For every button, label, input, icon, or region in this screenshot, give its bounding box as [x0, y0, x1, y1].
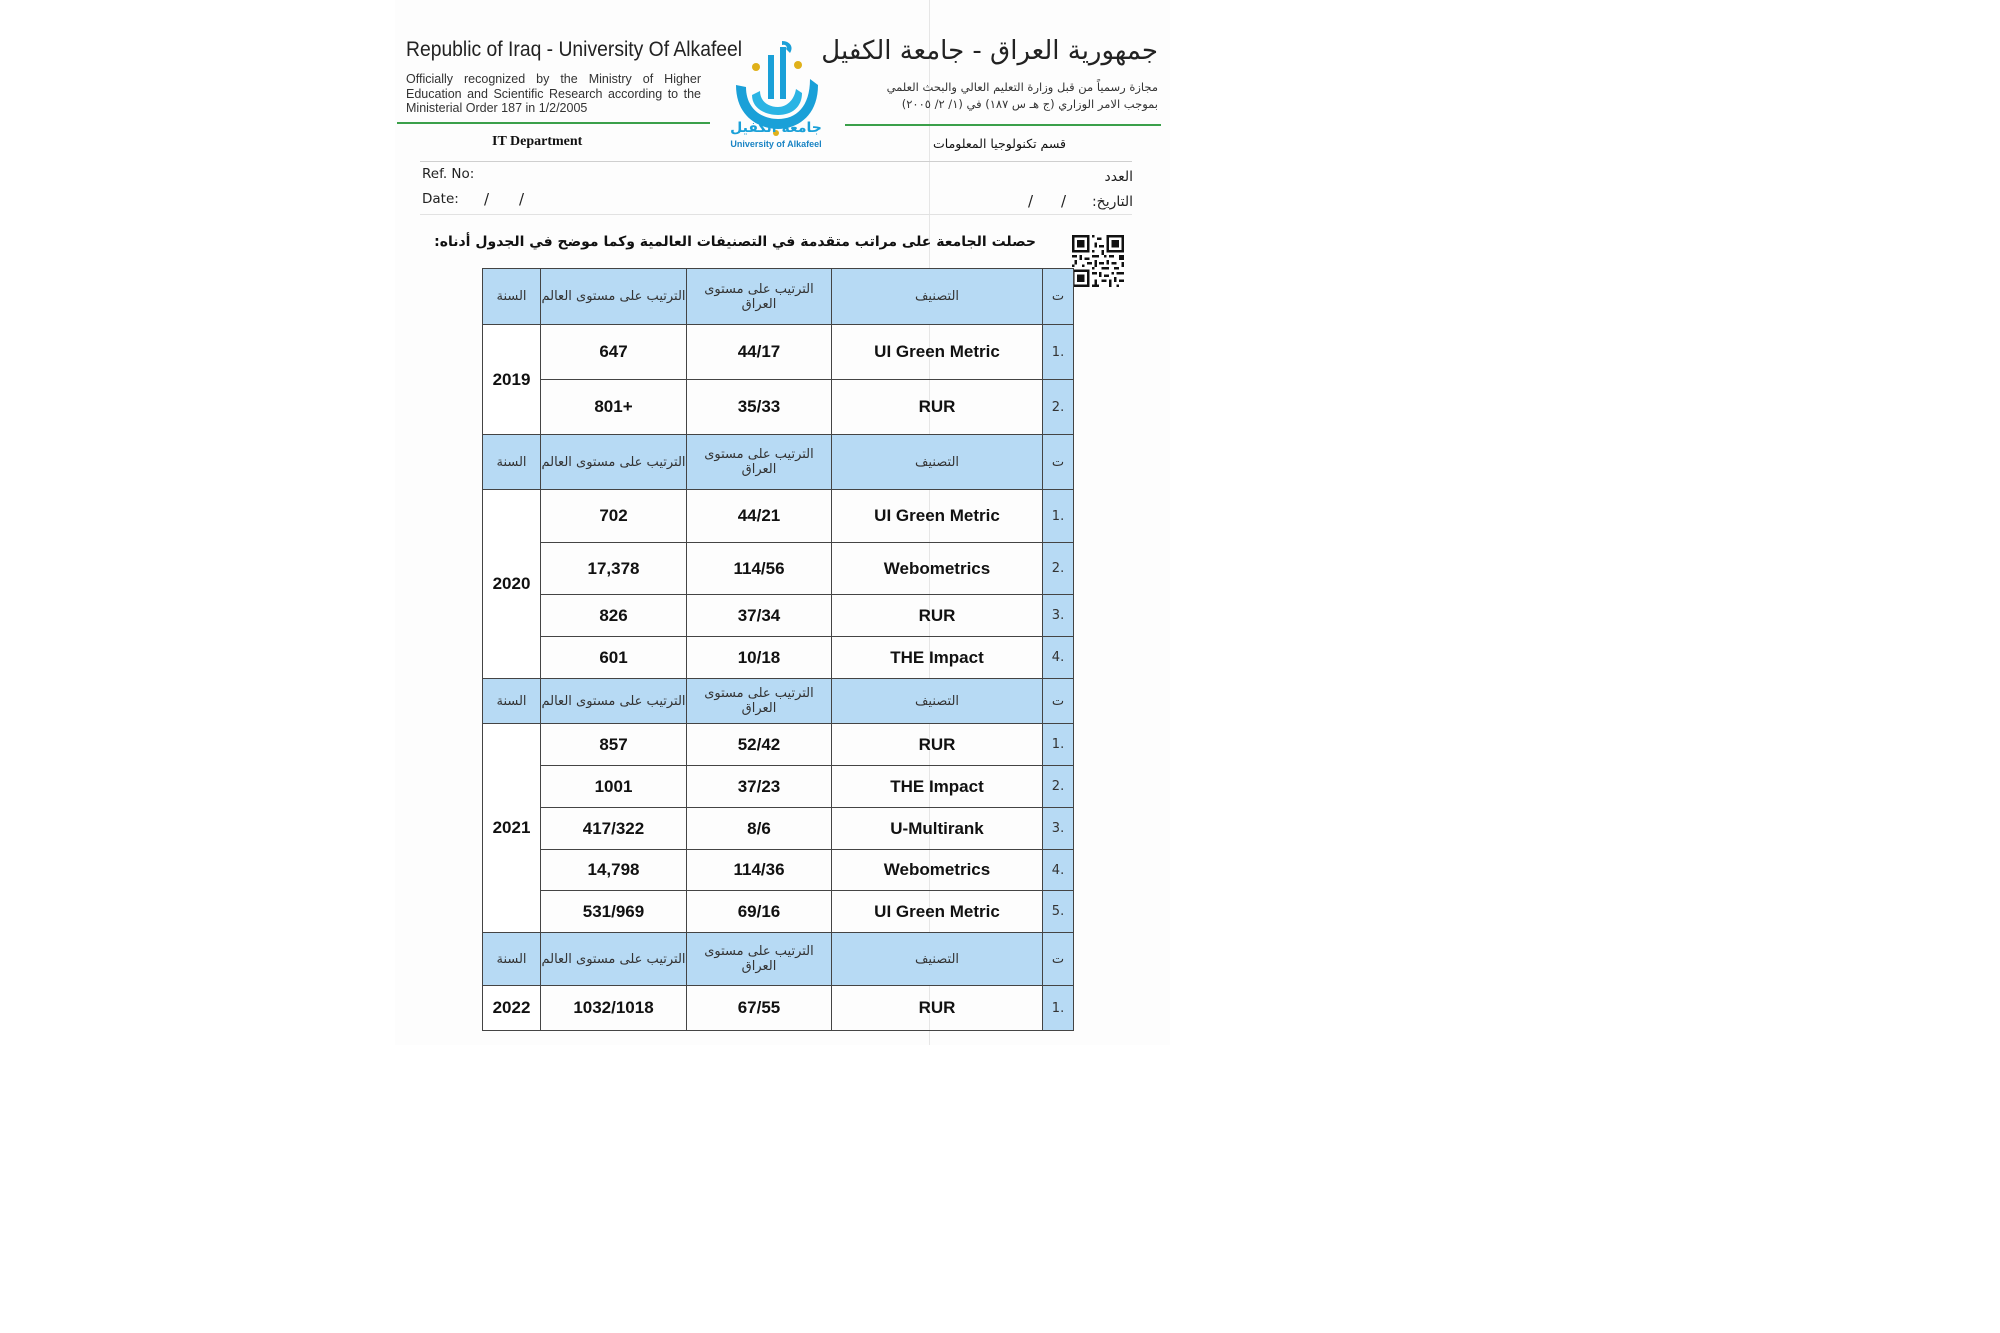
ranking-name: Webometrics [832, 543, 1043, 595]
table-header-row [483, 435, 1074, 490]
header-iraq-rank: الترتيب على مستوى العراق [687, 679, 832, 724]
table-row [483, 325, 1074, 380]
date-slash: / [484, 190, 490, 208]
iraq-rank: 52/42 [687, 724, 832, 766]
header-num: ت [1043, 269, 1074, 325]
arabic-recognition-line-1: مجازة رسمياً من قبل وزارة التعليم العالي والبحث العلمي [886, 80, 1158, 94]
world-rank: +801 [541, 380, 687, 435]
date-slash: / [1028, 192, 1034, 210]
table-row [483, 891, 1074, 933]
header-ranking: التصنيف [832, 679, 1043, 724]
letterhead-arabic-recognition [846, 79, 1158, 113]
ranking-name: U-Multirank [832, 808, 1043, 850]
header-iraq-rank: الترتيب على مستوى العراق [687, 435, 832, 490]
world-rank: 702 [541, 490, 687, 543]
header-year: السنة [483, 269, 541, 325]
iraq-rank: 44/21 [687, 490, 832, 543]
header-ranking: التصنيف [832, 933, 1043, 986]
qr-code-icon [1071, 235, 1125, 287]
world-rank: 601 [541, 637, 687, 679]
table-row [483, 637, 1074, 679]
ranking-name: RUR [832, 724, 1043, 766]
world-rank: 857 [541, 724, 687, 766]
department-english: IT Department [492, 134, 583, 149]
letterhead-rule-left [397, 122, 710, 124]
iraq-rank: 44/17 [687, 325, 832, 380]
iraq-rank: 67/55 [687, 986, 832, 1031]
table-header-row [483, 933, 1074, 986]
ranking-name: UI Green Metric [832, 325, 1043, 380]
logo-english-name: University of Alkafeel [730, 139, 822, 149]
table-row [483, 766, 1074, 808]
row-number: .2 [1043, 380, 1074, 435]
intro-paragraph: حصلت الجامعة على مراتب متقدمة في التصنيفات العالمية وكما موضح في الجدول أدناه: [434, 234, 1036, 250]
table-row [483, 543, 1074, 595]
world-rank: 14,798 [541, 850, 687, 891]
iraq-rank: 35/33 [687, 380, 832, 435]
table-row [483, 490, 1074, 543]
ranking-name: RUR [832, 380, 1043, 435]
iraq-rank: 37/34 [687, 595, 832, 637]
ranking-name: UI Green Metric [832, 490, 1043, 543]
year-cell: 2019 [483, 325, 541, 435]
header-world-rank: الترتيب على مستوى العالم [541, 269, 687, 325]
ranking-name: RUR [832, 595, 1043, 637]
year-cell: 2021 [483, 724, 541, 933]
year-cell: 2022 [483, 986, 541, 1031]
header-world-rank: الترتيب على مستوى العالم [541, 933, 687, 986]
header-divider [420, 161, 1132, 162]
header-world-rank: الترتيب على مستوى العالم [541, 679, 687, 724]
date-label-arabic: التاريخ: [1091, 194, 1133, 210]
world-rank: 826 [541, 595, 687, 637]
ranking-name: THE Impact [832, 637, 1043, 679]
table-row [483, 850, 1074, 891]
logo-arabic-name: جامعة الكفيل [730, 120, 822, 136]
row-number: .2 [1043, 766, 1074, 808]
date-label: Date: [422, 191, 459, 207]
department-arabic: قسم تكنولوجيا المعلومات [933, 136, 1066, 151]
table-row [483, 595, 1074, 637]
year-cell: 2020 [483, 490, 541, 679]
header-num: ت [1043, 679, 1074, 724]
row-number: .2 [1043, 543, 1074, 595]
row-number: .1 [1043, 490, 1074, 543]
letterhead-rule-right [845, 124, 1161, 126]
table-header-row [483, 269, 1074, 325]
date-slash: / [519, 190, 525, 208]
letterhead-arabic-title: جمهورية العراق - جامعة الكفيل [821, 36, 1158, 66]
iraq-rank: 114/36 [687, 850, 832, 891]
world-rank: 1032/1018 [541, 986, 687, 1031]
iraq-rank: 10/18 [687, 637, 832, 679]
iraq-rank: 69/16 [687, 891, 832, 933]
iraq-rank: 114/56 [687, 543, 832, 595]
table-row [483, 986, 1074, 1031]
header-year: السنة [483, 435, 541, 490]
world-rank: 17,378 [541, 543, 687, 595]
fields-divider [420, 214, 1132, 215]
header-num: ت [1043, 435, 1074, 490]
row-number: .3 [1043, 595, 1074, 637]
letterhead-english-recognition: Officially recognized by the Ministry of Higher Education and Scientific Research according to the Ministerial Order 187 in 1/2/2005 [406, 72, 701, 115]
rankings-table [482, 268, 1074, 1031]
iraq-rank: 8/6 [687, 808, 832, 850]
table-row [483, 808, 1074, 850]
row-number: .3 [1043, 808, 1074, 850]
arabic-recognition-line-2: بموجب الامر الوزاري (ج هـ س ١٨٧) في (١/ ٢/ ٢٠٠٥) [901, 97, 1158, 111]
ranking-name: Webometrics [832, 850, 1043, 891]
header-num: ت [1043, 933, 1074, 986]
row-number: .1 [1043, 724, 1074, 766]
row-number: .4 [1043, 637, 1074, 679]
row-number: .1 [1043, 325, 1074, 380]
table-row [483, 380, 1074, 435]
ref-no-label: Ref. No: [422, 166, 475, 182]
header-ranking: التصنيف [832, 269, 1043, 325]
date-slash: / [1061, 192, 1067, 210]
ranking-name: THE Impact [832, 766, 1043, 808]
ranking-name: RUR [832, 986, 1043, 1031]
table-header-row [483, 679, 1074, 724]
table-row [483, 724, 1074, 766]
world-rank: 531/969 [541, 891, 687, 933]
header-iraq-rank: الترتيب على مستوى العراق [687, 269, 832, 325]
ranking-name: UI Green Metric [832, 891, 1043, 933]
letterhead-english-title: Republic of Iraq - University Of Alkafeel [406, 38, 743, 61]
header-year: السنة [483, 679, 541, 724]
header-year: السنة [483, 933, 541, 986]
header-iraq-rank: الترتيب على مستوى العراق [687, 933, 832, 986]
header-ranking: التصنيف [832, 435, 1043, 490]
world-rank: 417/322 [541, 808, 687, 850]
header-world-rank: الترتيب على مستوى العالم [541, 435, 687, 490]
row-number: .1 [1043, 986, 1074, 1031]
number-label-arabic: العدد [1104, 169, 1133, 185]
world-rank: 647 [541, 325, 687, 380]
row-number: .4 [1043, 850, 1074, 891]
row-number: .5 [1043, 891, 1074, 933]
world-rank: 1001 [541, 766, 687, 808]
iraq-rank: 37/23 [687, 766, 832, 808]
